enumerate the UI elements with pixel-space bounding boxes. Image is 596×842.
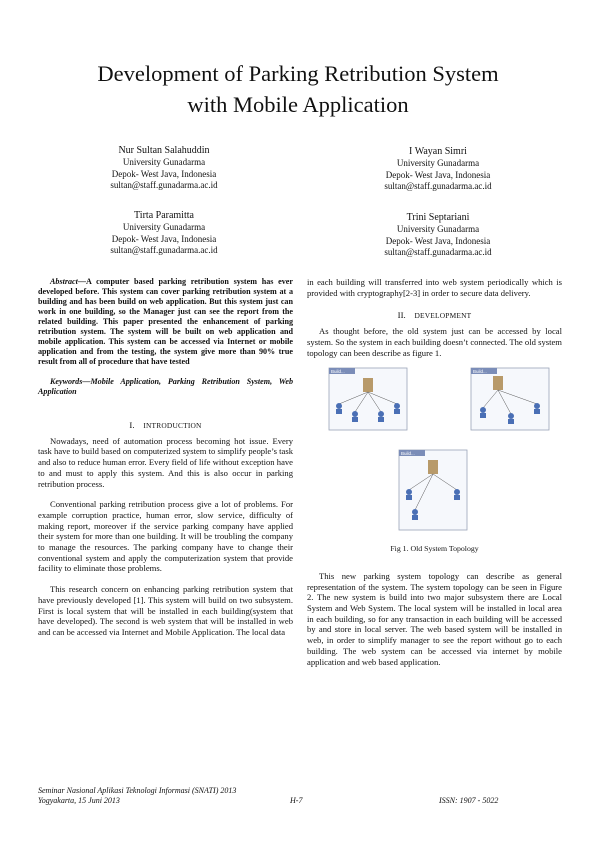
figure-old-system-topology bbox=[307, 364, 562, 544]
section-title: INTRODUCTION bbox=[143, 421, 202, 430]
section-heading-introduction bbox=[38, 420, 293, 432]
author-location: Depok- West Java, Indonesia bbox=[385, 235, 491, 246]
author-name: I Wayan Simri bbox=[409, 146, 467, 157]
section-heading-development bbox=[307, 310, 562, 322]
footer-line-2: Yogyakarta, 15 Juni 2013 bbox=[38, 796, 120, 805]
building-label: Build... bbox=[401, 451, 415, 457]
author-affiliation: University Gunadarma bbox=[122, 157, 206, 167]
author-name: Trini Septariani bbox=[406, 212, 470, 223]
footer-line-1: Seminar Nasional Aplikasi Teknologi Informasi (SNATI) 2013 bbox=[38, 786, 237, 795]
paragraph-intro-1: Nowadays, need of automation process becoming hot issue. Every task have to build based on computerized system to simplify people’s task and also to reduce human error. Every field of life without exception have to and must to apply this system. And this is also occur in parking retribution process. bbox=[38, 435, 293, 489]
author-name: Tirta Paramitta bbox=[134, 210, 194, 221]
right-column bbox=[307, 277, 562, 667]
title-line-2: with Mobile Application bbox=[187, 92, 409, 117]
author-email: sultan@staff.gunadarma.ac.id bbox=[110, 245, 218, 255]
building-label: Build... bbox=[331, 369, 345, 375]
figure-caption: Fig 1. Old System Topology bbox=[390, 544, 479, 554]
section-number: II. bbox=[397, 310, 406, 321]
footer-conference bbox=[38, 786, 236, 806]
keywords bbox=[38, 377, 293, 397]
author-email: sultan@staff.gunadarma.ac.id bbox=[384, 247, 492, 257]
building-box-1 bbox=[329, 368, 407, 430]
paragraph-intro-3: This research concern on enhancing parking retribution system that have previously developed [1]. This system will build on two subsystem. First is local system that will be installed in each building(system that have developed). The second is web system that will be installed in web and can be accessed via Internet and Mobile Application. The local data bbox=[38, 584, 293, 637]
author-affiliation: University Gunadarma bbox=[396, 158, 480, 168]
abstract-text: —A computer based parking retribution system has ever developed before. This system can cover parking retribution system at a building and has been build on web application. But this system just can work in one building, so the Manager just can see the report from the related building. This paper presented the enhancement of parking retribution system. The system will be built on web application and mobile application. This system can be accessed via Internet or mobile application and from the testing, the system give more than 90% true result from all of procedure that have tested bbox=[38, 277, 293, 366]
page-number: H-7 bbox=[290, 796, 303, 805]
paragraph-right-1: in each building will transferred into web system periodically which is provided with cryptography[2-3] in order to secure data delivery. bbox=[307, 277, 562, 298]
paragraph-dev-2: This new parking system topology can describe as general representation of the system. The system topology can be seen in Figure 2. The new system is build into two major subsystem there are Local System and Web System. The local system will be installed in local area in each building, so for any transaction in each building will be accessed by and store in local server. The web based system will be installed in web, in order to simplify manager to see the report without go to each building. The web system can be accessed via internet by mobile application and web based application. bbox=[307, 570, 562, 667]
author-email: sultan@staff.gunadarma.ac.id bbox=[110, 180, 218, 190]
topology-diagram bbox=[307, 364, 562, 544]
abstract-label: Abstract bbox=[50, 277, 78, 286]
title-line-1: Development of Parking Retribution System bbox=[97, 61, 499, 86]
section-number: I. bbox=[129, 420, 135, 430]
author-block-2 bbox=[338, 145, 538, 193]
author-location: Depok- West Java, Indonesia bbox=[111, 233, 217, 244]
keywords-label: Keywords bbox=[50, 377, 83, 386]
paragraph-dev-1: As thought before, the old system just can be accessed by local system. So the system in each building doesn’t connected. The old system topology can been describe as figure 1. bbox=[307, 326, 562, 358]
author-block-1 bbox=[64, 144, 264, 192]
building-box-2 bbox=[471, 368, 549, 430]
section-title: DEVELOPMENT bbox=[414, 311, 472, 321]
footer-issn: ISSN: 1907 - 5022 bbox=[439, 796, 499, 805]
author-name: Nur Sultan Salahuddin bbox=[118, 145, 210, 156]
author-affiliation: University Gunadarma bbox=[122, 222, 206, 232]
author-location: Depok- West Java, Indonesia bbox=[385, 169, 491, 180]
left-column bbox=[38, 277, 293, 638]
author-location: Depok- West Java, Indonesia bbox=[111, 168, 217, 179]
author-block-3 bbox=[64, 209, 264, 257]
paragraph-intro-2: Conventional parking retribution process give a lot of problems. For example corruption practice, human error, slow service, difficulty of making report, moreover if the service parking company have applied their system for more than one building. It will be troubling the company to manage the resources. The parking company have to change their conventional system and apply the computerization system that provide facility to eliminate those problems. bbox=[38, 499, 293, 574]
author-affiliation: University Gunadarma bbox=[396, 224, 480, 234]
keywords-text: —Mobile Application, Parking Retribution System, Web Application bbox=[38, 377, 293, 396]
building-box-3 bbox=[399, 450, 467, 530]
building-label: Build... bbox=[473, 369, 487, 375]
paper-title bbox=[0, 58, 596, 120]
author-email: sultan@staff.gunadarma.ac.id bbox=[384, 181, 492, 191]
author-block-4 bbox=[338, 211, 538, 259]
abstract bbox=[38, 277, 293, 367]
